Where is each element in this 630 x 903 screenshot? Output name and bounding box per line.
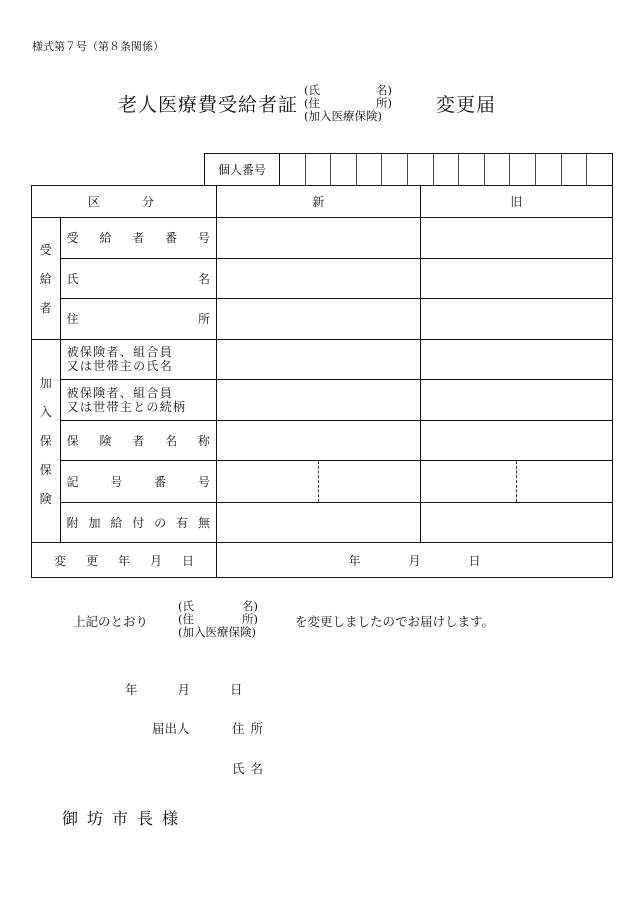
item-char: 保 [66,433,79,448]
number-subcell[interactable] [319,461,420,502]
item-char: 者 [132,231,145,246]
row-item-label [60,299,216,340]
statement-subject-stack [178,600,258,639]
item-char: 氏 [66,271,79,286]
applicant-address-label: 住所 [232,721,270,736]
kojin-bango-digit-cell[interactable] [485,154,511,185]
item-char: 険 [99,433,112,448]
header-kubun: 区 分 [32,186,217,218]
table-row [32,502,613,543]
form-title: 老人医療費受給者証 [118,94,299,116]
row-item-label [60,420,216,461]
entry-old-cell[interactable] [420,380,612,421]
change-date-day: 日 [468,553,481,568]
item-char: 受 [66,231,79,246]
item-char: 番 [165,231,178,246]
entry-old-cell[interactable] [420,218,612,259]
symbol-subcell[interactable] [421,461,517,502]
s-stack-l1-right: 名) [242,599,258,613]
date-label-char: 月 [149,553,162,568]
item-char: の [154,515,167,530]
kojin-bango-digit-cell[interactable] [510,154,536,185]
number-subcell[interactable] [517,461,612,502]
date-day: 日 [230,682,243,697]
table-row [32,339,613,380]
form-title-suffix: 変更届 [436,94,497,116]
item-char: 名 [165,433,178,448]
group-label-char: 保 [39,434,52,449]
change-date-label [32,543,217,578]
s-stack-l1-left: (氏 [178,599,194,613]
stack-l2-right: 所) [376,96,392,110]
entry-old-cell[interactable] [420,299,612,340]
kojin-bango-digit-cell[interactable] [357,154,383,185]
group-label-char: 者 [39,300,52,315]
item-char: 名 [197,271,210,286]
stack-l1-left: (氏 [304,83,320,97]
kojin-bango-digit-cell[interactable] [459,154,485,185]
kojin-bango-digit-cell[interactable] [331,154,357,185]
row-item-label [60,502,216,543]
item-line-1: 被保険者、組合員 [66,345,174,360]
header-new: 新 [216,186,420,218]
kojin-bango-digit-cell[interactable] [536,154,562,185]
date-month: 月 [177,682,191,697]
s-stack-l2-right: 所) [242,612,258,626]
kojin-bango-cells [280,154,612,185]
row-item-label [60,339,216,380]
kojin-bango-box [204,153,613,185]
kojin-bango-digit-cell[interactable] [280,154,306,185]
group-label-1 [32,339,61,543]
group-label-char: 給 [39,271,52,286]
s-stack-l3: (加入医療保険) [178,625,256,639]
item-char: 住 [66,312,79,327]
entry-new-cell[interactable] [216,502,420,543]
entry-new-cell[interactable] [216,339,420,380]
item-char: 給 [110,515,123,530]
kojin-bango-digit-cell[interactable] [562,154,588,185]
table-row [32,258,613,299]
addressee: 御坊市長様 [62,809,188,828]
table-header-row [32,186,613,218]
item-char: 加 [88,515,101,530]
date-label-char: 更 [85,553,98,568]
date-label-char: 日 [181,553,194,568]
row-item-label [60,258,216,299]
item-char: 号 [197,474,210,489]
item-line-2: 又は世帯主の氏名 [66,359,174,374]
s-stack-l2-left: (住 [178,612,194,626]
kojin-bango-digit-cell[interactable] [408,154,434,185]
item-char: 附 [66,515,79,530]
group-label-char: 保 [39,463,52,478]
item-char: 号 [110,474,123,489]
group-label-char: 加 [39,376,52,391]
item-line-1: 被保険者、組合員 [66,385,174,400]
entry-new-cell[interactable] [216,461,420,503]
item-char: 者 [132,433,145,448]
statement-suffix: を変更しましたのでお届けします。 [295,614,495,629]
item-char: 番 [154,474,167,489]
title-subject-stack [304,84,392,123]
applicant-label: 届出人 [152,721,190,736]
item-char: 号 [197,231,210,246]
item-line-2: 又は世帯主との続柄 [66,399,187,414]
change-date-value[interactable] [216,543,612,578]
entry-old-cell[interactable] [420,339,612,380]
submission-date [125,680,243,698]
stack-l3: (加入医療保険) [304,109,382,123]
item-char: 有 [176,515,189,530]
change-table [31,185,613,578]
stack-l2-left: (住 [304,96,320,110]
item-char: 付 [132,515,145,530]
date-label-char: 変 [54,553,67,568]
item-char: 称 [197,433,210,448]
entry-new-cell[interactable] [216,299,420,340]
date-label-char: 年 [117,553,130,568]
group-label-char: 入 [39,405,52,420]
entry-new-cell[interactable] [216,258,420,299]
item-char: 所 [197,312,210,327]
table-row [32,461,613,503]
change-date-year: 年 [348,553,361,568]
table-row [32,380,613,421]
entry-old-cell[interactable] [420,461,612,503]
entry-old-cell[interactable] [420,502,612,543]
row-item-label [60,218,216,259]
entry-new-cell[interactable] [216,218,420,259]
item-char: 給 [99,231,112,246]
group-label-char: 険 [39,492,52,507]
change-date-row [32,543,613,578]
table-row [32,420,613,461]
header-old: 旧 [420,186,612,218]
kojin-bango-digit-cell[interactable] [434,154,460,185]
change-date-month: 月 [408,553,421,568]
kojin-bango-digit-cell[interactable] [587,154,612,185]
group-label-0 [32,218,61,340]
entry-old-cell[interactable] [420,258,612,299]
date-year: 年 [125,682,138,697]
entry-new-cell[interactable] [216,380,420,421]
row-item-label [60,461,216,503]
statement-prefix: 上記のとおり [73,614,149,629]
entry-new-cell[interactable] [216,420,420,461]
row-item-label [60,380,216,421]
form-number: 様式第７号（第８条関係） [32,40,164,53]
kojin-bango-digit-cell[interactable] [382,154,408,185]
table-row [32,299,613,340]
applicant-name-label: 氏名 [232,761,270,776]
table-row [32,218,613,259]
group-label-char: 受 [39,242,52,257]
entry-old-cell[interactable] [420,420,612,461]
stack-l1-right: 名) [376,83,392,97]
item-char: 記 [66,474,79,489]
symbol-subcell[interactable] [217,461,319,502]
kojin-bango-digit-cell[interactable] [306,154,332,185]
kojin-bango-label: 個人番号 [205,154,280,185]
item-char: 無 [197,515,210,530]
